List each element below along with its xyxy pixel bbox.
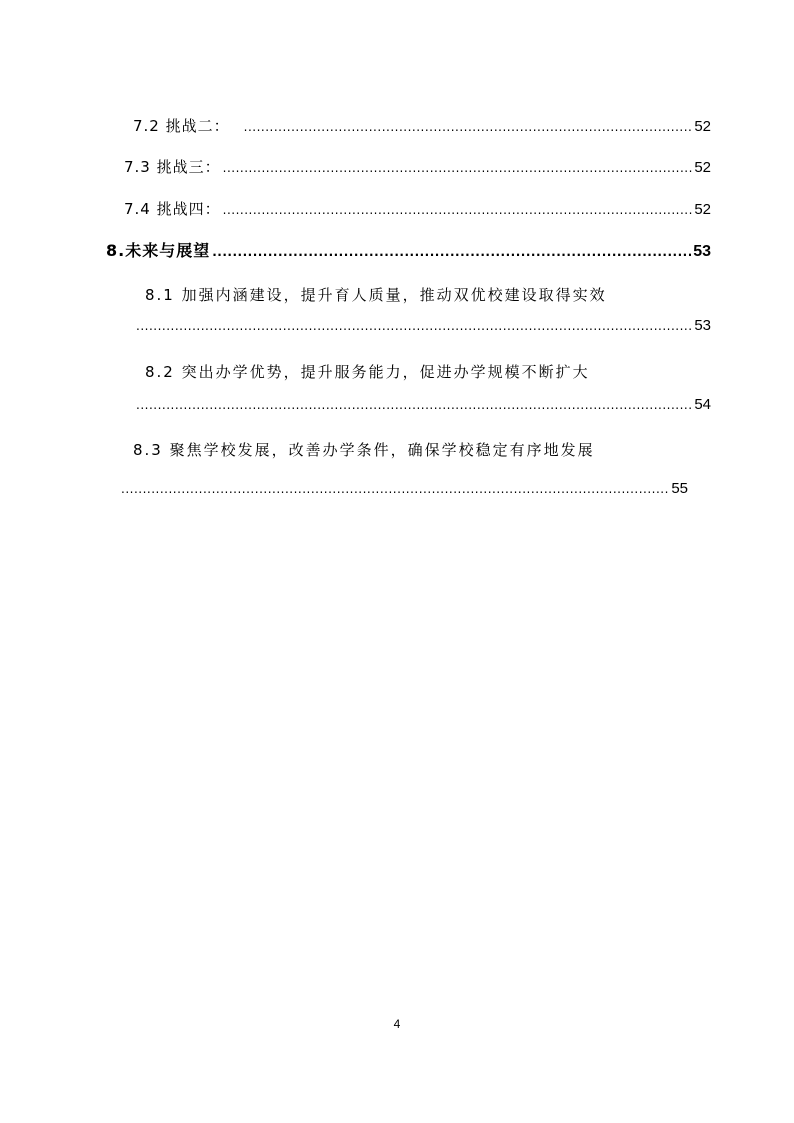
toc-entry-7-3[interactable]: [124, 156, 711, 177]
toc-entry-7-4[interactable]: [124, 198, 711, 219]
toc-entry-8-3-title[interactable]: 8.3 聚焦学校发展，改善办学条件，确保学校稳定有序地发展: [133, 441, 595, 459]
toc-entry-8-2-leader[interactable]: [136, 396, 711, 413]
toc-entry-title: 7.2 挑战二：: [133, 117, 230, 135]
toc-entry-page: 52: [694, 201, 711, 218]
toc-entry-title: 7.3 挑战三：: [124, 158, 221, 176]
toc-entry-page: 52: [694, 159, 711, 176]
toc-entry-page: 53: [693, 243, 711, 260]
toc-leader-dots: [244, 120, 693, 134]
toc-leader-dots: [136, 319, 692, 333]
toc-leader-dots: [121, 482, 669, 496]
toc-entry-title: 8.未来与展望: [106, 241, 211, 260]
toc-entry-page: 54: [694, 396, 711, 413]
toc-entry-8-3-leader[interactable]: [121, 480, 688, 497]
toc-entry-page: 53: [694, 317, 711, 334]
toc-leader-dots: [223, 203, 693, 217]
page-number: 4: [393, 1017, 401, 1031]
toc-entry-page: 52: [694, 118, 711, 135]
toc-leader-dots: [212, 245, 691, 259]
toc-entry-8[interactable]: [106, 238, 711, 261]
toc-entry-8-2-title[interactable]: 8.2 突出办学优势，提升服务能力，促进办学规模不断扩大: [145, 363, 590, 381]
toc-leader-dots: [136, 398, 692, 412]
toc-leader-dots: [223, 161, 693, 175]
toc-entry-8-1-leader[interactable]: [136, 317, 711, 334]
toc-entry-page: 55: [671, 480, 688, 497]
toc-entry-8-1-title[interactable]: 8.1 加强内涵建设，提升育人质量，推动双优校建设取得实效: [145, 286, 607, 304]
toc-entry-title: 7.4 挑战四：: [124, 200, 221, 218]
toc-entry-7-2[interactable]: [133, 115, 711, 136]
